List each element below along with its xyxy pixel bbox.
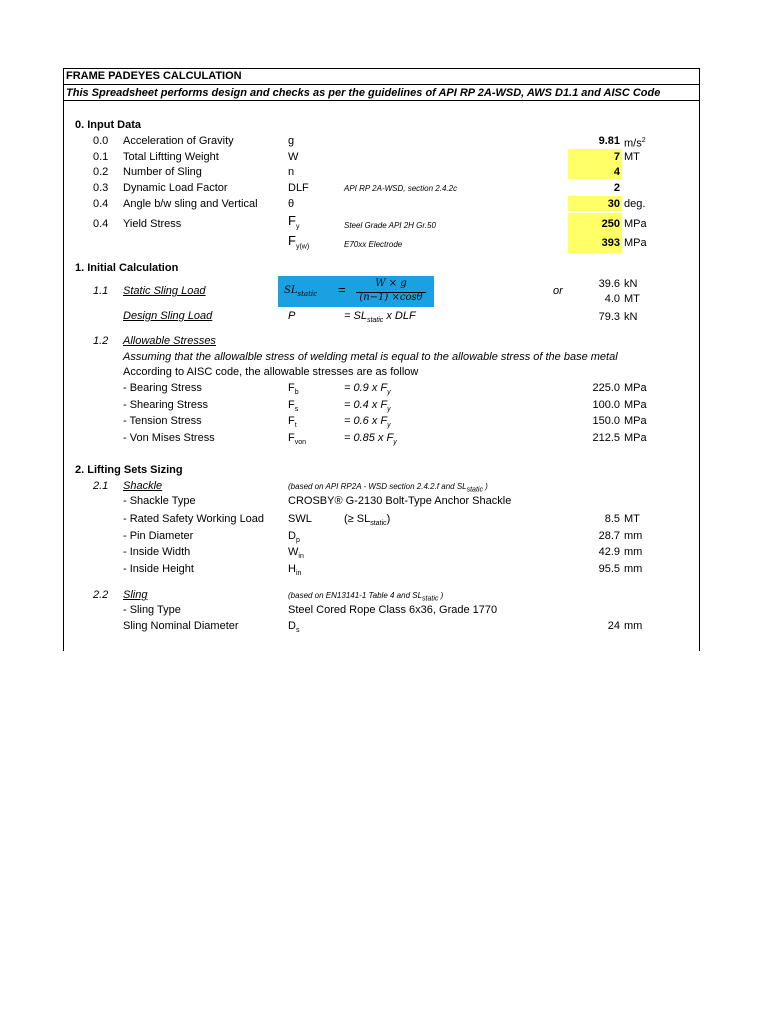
sling-diameter-value: 24 (607, 620, 620, 632)
aisc-text: According to AISC code, the allowable stresses are as follow (123, 366, 419, 378)
design-load-kn: 79.3 (598, 311, 620, 323)
static-load-mt: 4.0 (604, 293, 620, 305)
allowable-stresses-label: Allowable Stresses (123, 335, 216, 347)
section-1-heading: 1. Initial Calculation (75, 262, 179, 274)
sling-label: Sling (123, 589, 148, 601)
formula-denominator: (n−1) ×cosθ (359, 292, 423, 303)
sling-type-value: Steel Cored Rope Class 6x36, Grade 1770 (288, 604, 498, 616)
sheet-subtitle: This Spreadsheet performs design and checks as per the guidelines of API RP 2A-WSD, AWS D1.1 and AISC Code (66, 87, 661, 99)
static-load-kn: 39.6 (598, 278, 620, 290)
sheet-right-border (699, 68, 700, 651)
shackle-type-value: CROSBY® G-2130 Bolt-Type Anchor Shackle (288, 495, 512, 507)
assumption-text: Assuming that the allowalble stress of welding metal is equal to the allowable stress of the base metal (123, 351, 618, 363)
section-2-heading: 2. Lifting Sets Sizing (75, 464, 183, 476)
static-sling-load-label: Static Sling Load (123, 285, 206, 297)
sheet-left-border (63, 68, 64, 651)
section-0-heading: 0. Input Data (75, 119, 142, 131)
formula-numerator: W × g (375, 278, 407, 289)
design-sling-load-label: Design Sling Load (123, 310, 213, 322)
sheet-title: FRAME PADEYES CALCULATION (66, 70, 242, 82)
shackle-label: Shackle (123, 480, 163, 492)
